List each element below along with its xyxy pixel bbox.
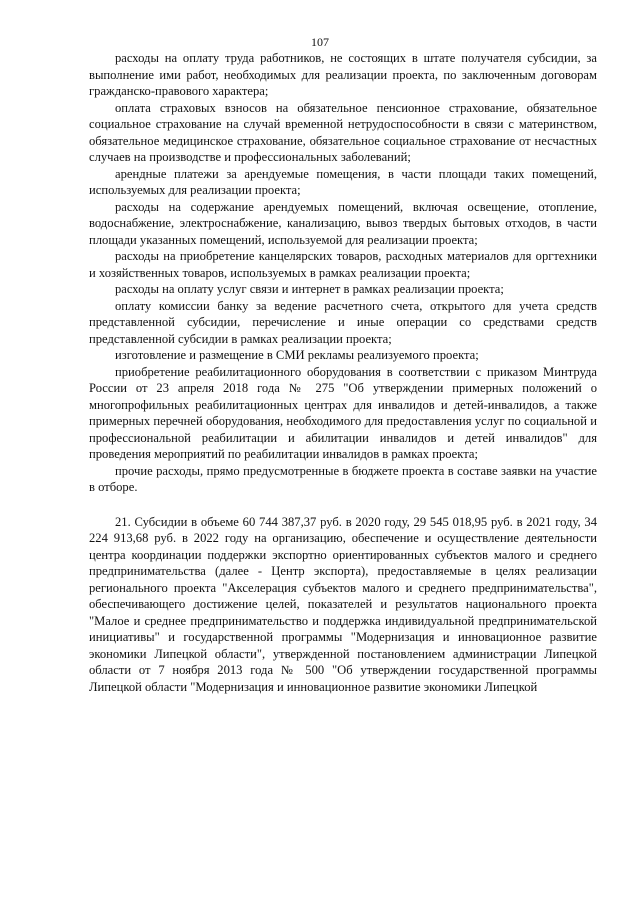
paragraph-bank-fees: оплату комиссии банку за ведение расчетного счета, открытого для учета средств представленной субсидии, перечисление и иные операции со средствами средств представленной субсидии в рамках реализации проекта; — [89, 298, 597, 346]
paragraph-office-supplies: расходы на приобретение канцелярских товаров, расходных материалов для оргтехники и хозяйственных товаров, используемых в рамках реализации проекта; — [89, 249, 597, 280]
document-body — [89, 50, 597, 695]
paragraph-maintenance: расходы на содержание арендуемых помещений, включая освещение, отопление, водоснабжение, электроснабжение, канализацию, вывоз твердых бытовых отходов, в части площади указанных помещений, используемой для реализации проекта; — [89, 199, 597, 247]
page-number: 107 — [311, 35, 329, 49]
paragraph-other-expenses: прочие расходы, прямо предусмотренные в бюджете проекта в составе заявки на участие в отборе. — [89, 463, 597, 494]
paragraph-gap — [89, 496, 597, 514]
paragraph-insurance: оплата страховых взносов на обязательное пенсионное страхование, обязательное социальное страхование на случай временной нетрудоспособности в связи с материнством, обязательное медицинское страхование, обязательное социальное страхование от несчастных случаев на производстве и профессиональных заболеваний; — [89, 100, 597, 164]
paragraph-rent: арендные платежи за арендуемые помещения, в части площади таких помещений, используемых для реализации проекта; — [89, 166, 597, 197]
paragraph-labor-costs: расходы на оплату труда работников, не состоящих в штате получателя субсидии, за выполнение ими работ, необходимых для реализации проекта, по заключенным договорам гражданско-правового характера; — [89, 51, 597, 98]
paragraph-advertising: изготовление и размещение в СМИ рекламы реализуемого проекта; — [115, 348, 479, 362]
paragraph-communications: расходы на оплату услуг связи и интернет в рамках реализации проекта; — [115, 282, 504, 296]
paragraph-21-subsidies: 21. Субсидии в объеме 60 744 387,37 руб. в 2020 году, 29 545 018,95 руб. в 2021 году, 34 224 913,68 руб. в 2022 году на организацию, обеспечение и осуществление деятельности центра координации поддержки экспортно ориентированных субъектов малого и среднего предпринимательства (далее - Центр экспорта), предоставляемые в целях реализации регионального проекта "Акселерация субъектов малого и среднего предпринимательства", обеспечивающего достижение целей, показателей и результатов национального проекта "Малое и среднее предпринимательство и поддержка индивидуальной предпринимательской инициативы" и государственной программы "Модернизация и инновационное развитие экономики Липецкой области", утвержденной постановлением администрации Липецкой области от 7 ноября 2013 года № 500 "Об утверждении государственной программы Липецкой области "Модернизация и инновационное развитие экономики Липецкой — [89, 514, 597, 694]
paragraph-rehab-equipment: приобретение реабилитационного оборудования в соответствии с приказом Минтруда России от 23 апреля 2018 года № 275 "Об утверждении примерных положений о многопрофильных реабилитационных центрах для инвалидов и детей-инвалидов, а также примерных перечней оборудования, необходимого для предоставления услуг по социальной и профессиональной реабилитации и абилитации инвалидов и детей инвалидов" для проведения мероприятий по реабилитации инвалидов в рамках проекта; — [89, 364, 597, 461]
